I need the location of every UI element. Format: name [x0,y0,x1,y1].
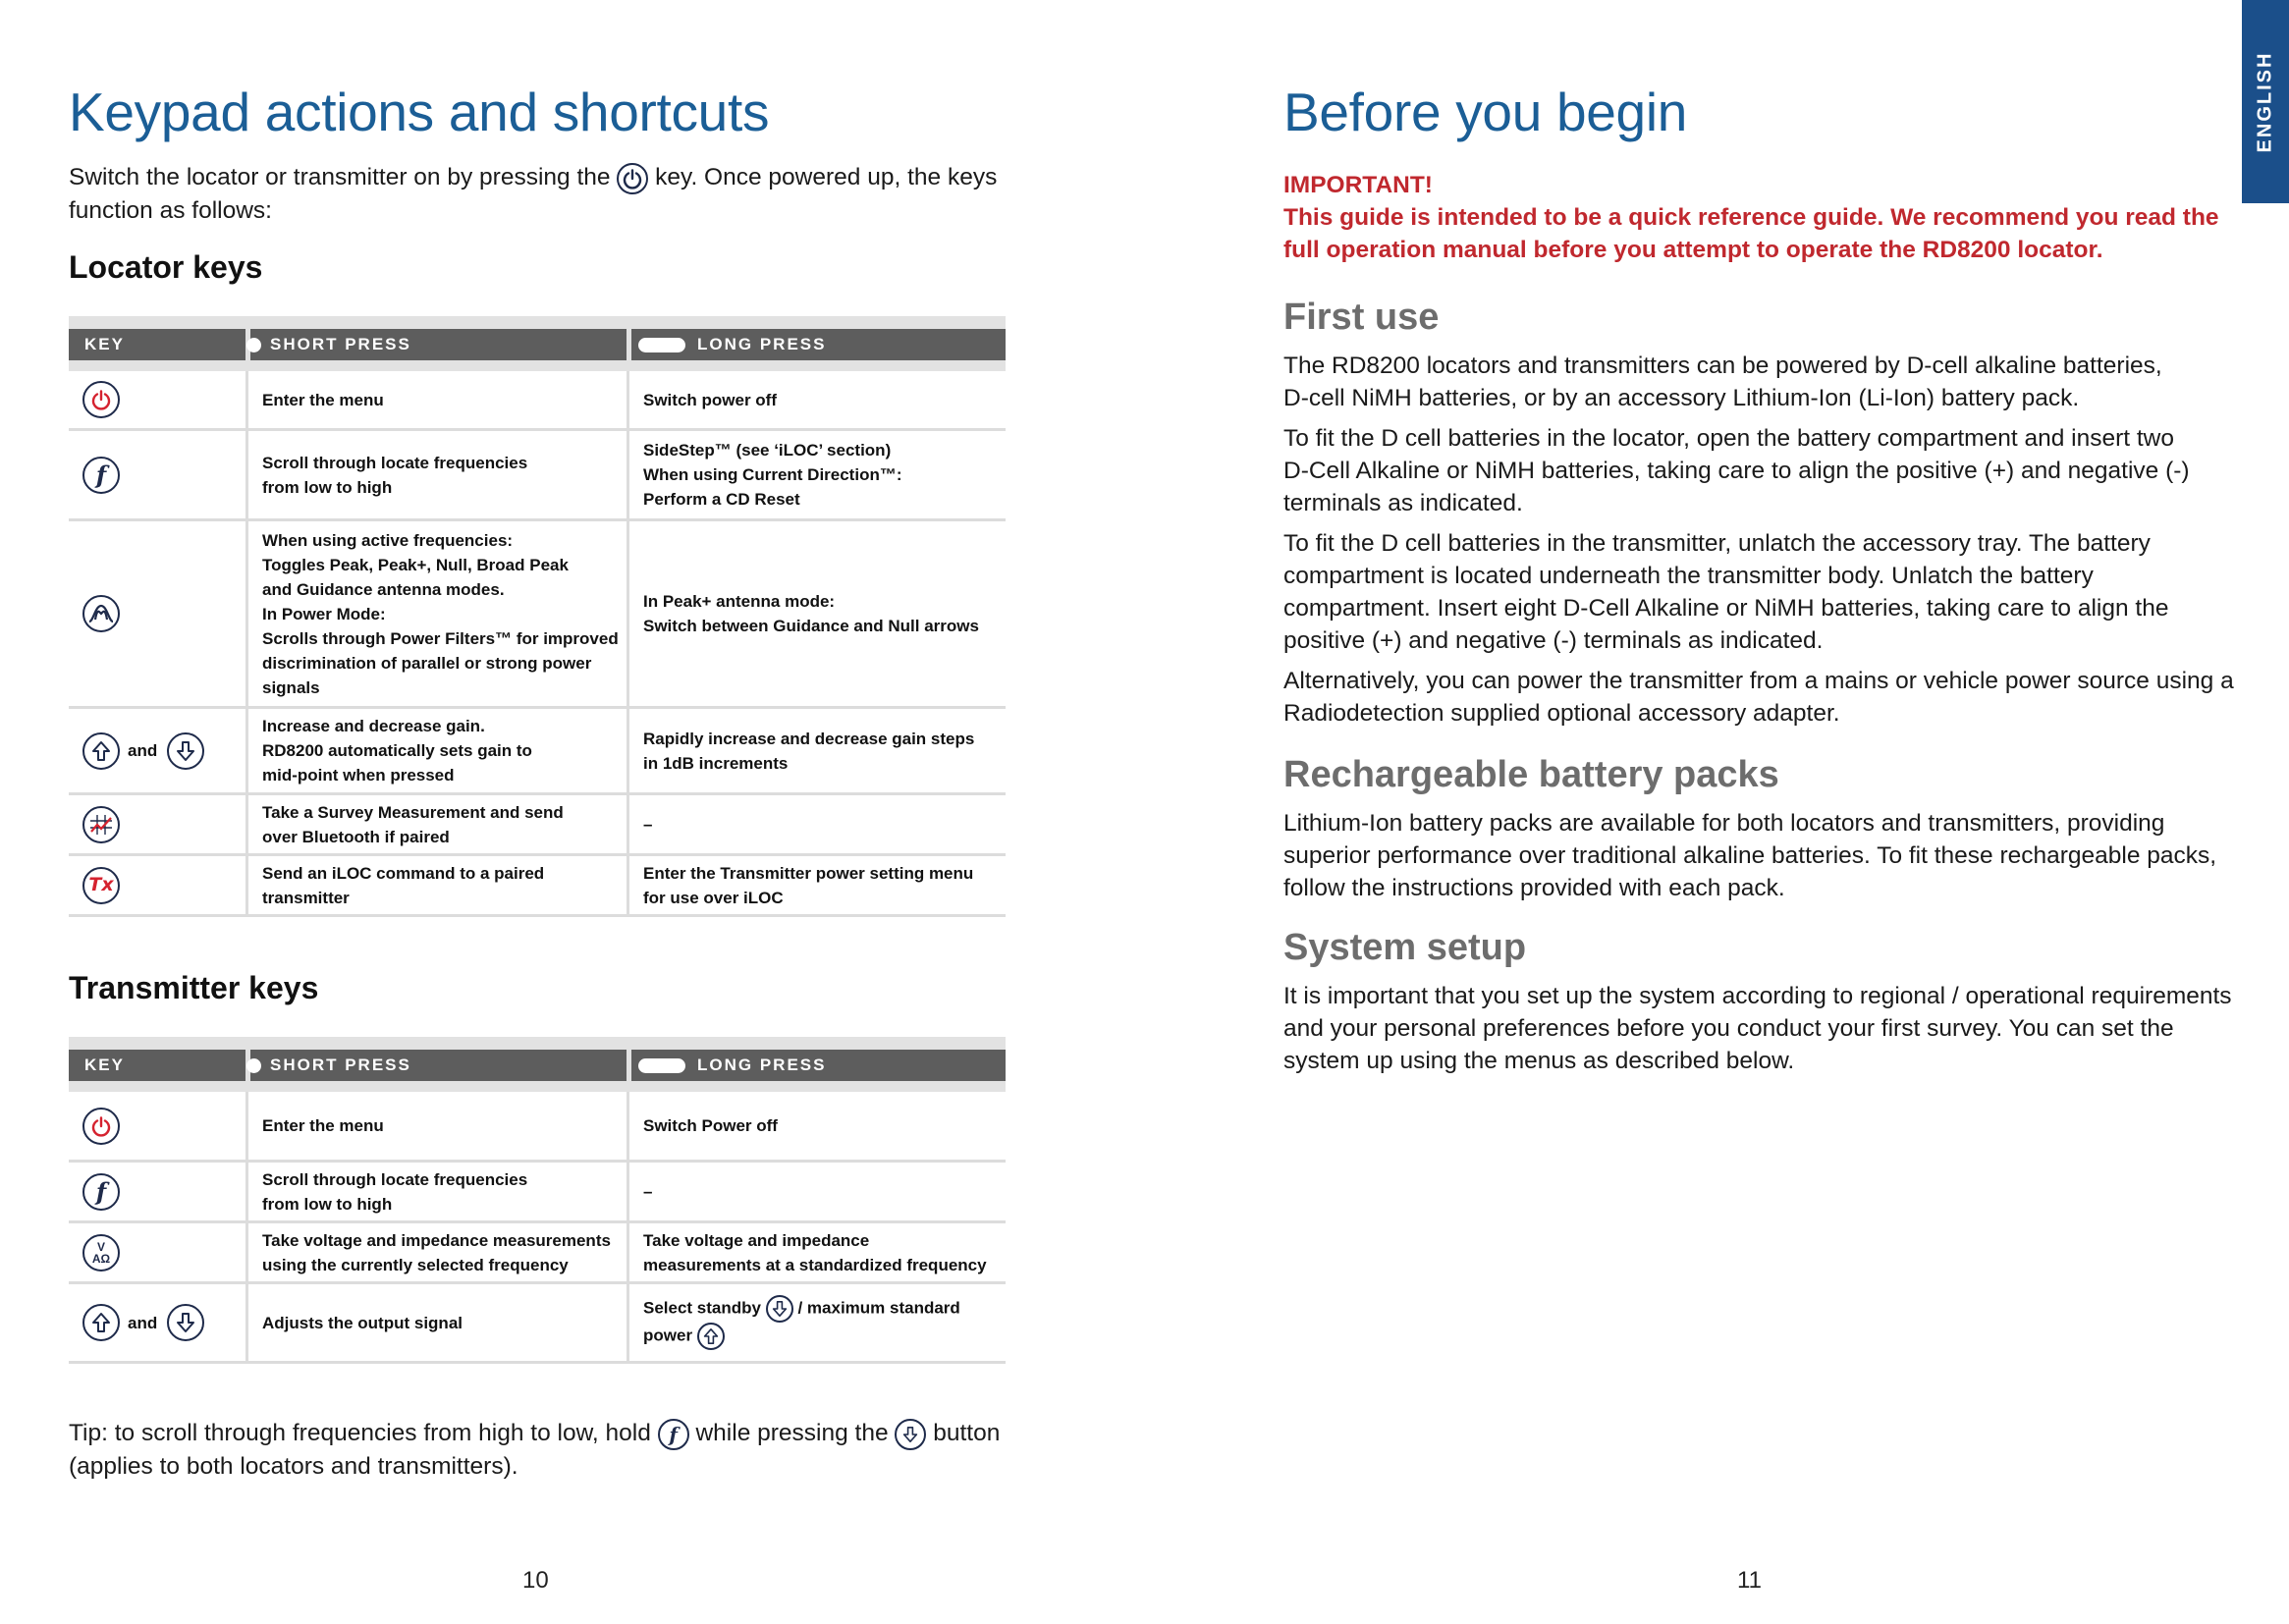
short-press-cell: Enter the menu [262,1116,384,1135]
table-header [69,316,1006,371]
important-notice: IMPORTANT! This guide is intended to be a quick reference guide. We recommend you read the full operation manual before you attempt to operate the RD8200 locator. [1283,172,2219,263]
down-arrow-icon [167,1304,204,1341]
paragraph: To fit the D cell batteries in the transmitter, unlatch the accessory tray. The battery compartment is located underneath the transmitter body. Unlatch the battery compartment. Insert eight D-Cell Alkaline or NiMH batteries, taking care to align the positive (+) and negative (-) terminals as indicated. [1283,530,2169,654]
system-setup-heading: System setup [1283,927,1527,968]
long-press-cell: – [643,1182,653,1201]
key-cell [82,1223,249,1281]
long-press-cell: SideStep™ (see ‘iLOC’ section) When using Current Direction™: Perform a CD Reset [643,441,902,509]
intro-text-end: key. Once powered up, the keys function as follows: [69,164,998,224]
key-cell [82,1163,249,1220]
header-short-press: SHORT PRESS [246,1050,411,1081]
antenna-mode-icon [82,595,120,632]
table-row [69,795,1006,856]
frequency-f-icon: f [82,457,120,494]
down-arrow-icon [167,732,204,770]
long-press-cell: – [643,815,653,834]
page-title: Before you begin [1283,81,1688,142]
key-cell [82,709,249,792]
header-short-press: SHORT PRESS [246,329,411,360]
key-cell [82,856,249,914]
page-title: Keypad actions and shortcuts [69,81,770,142]
frequency-f-icon: f [658,1419,689,1450]
page-number: 10 [522,1567,549,1594]
tx-icon: Tx [82,867,120,904]
long-press-cell: Take voltage and impedance measurements at a standardized frequency [643,1230,987,1274]
key-cell [82,1092,249,1160]
key-cell [82,795,249,853]
key-cell [82,371,249,428]
long-press-cell: Enter the Transmitter power setting menu for use over iLOC [643,863,974,907]
table-row [69,709,1006,795]
power-icon [617,163,648,194]
up-arrow-icon [697,1323,725,1350]
table-row [69,431,1006,521]
long-press-cell: In Peak+ antenna mode: Switch between Guidance and Null arrows [643,592,979,635]
short-press-cell: Take voltage and impedance measurements using the currently selected frequency [262,1230,611,1274]
intro-text [69,161,1011,227]
survey-measurement-icon [82,806,120,843]
and-label: and [128,741,158,760]
power-icon [82,381,120,418]
short-press-cell: Increase and decrease gain. RD8200 automatically sets gain to mid-point when pressed [262,717,532,785]
table-header [69,1037,1006,1092]
table-row [69,371,1006,431]
language-tab: ENGLISH [2242,0,2289,203]
short-press-cell: Take a Survey Measurement and send over Bluetooth if paired [262,802,564,846]
up-arrow-icon [82,732,120,770]
short-press-dot-icon [246,338,261,352]
paragraph: The RD8200 locators and transmitters can be powered by D-cell alkaline batteries, D-cell NiMH batteries, or by an accessory Lithium-Ion (Li-Ion) battery pack. [1283,352,2162,411]
transmitter-keys-table [69,1037,1006,1364]
rechargeable-body: Lithium-Ion battery packs are available for both locators and transmitters, providing superior performance over traditional alkaline batteries. To fit these rechargeable packs, follow the instructions provided with each pack. [1283,810,2217,901]
and-label: and [128,1313,158,1332]
header-key: KEY [84,335,125,353]
first-use-body [1283,350,2246,730]
table-row [69,1092,1006,1163]
key-cell [82,1284,249,1361]
down-arrow-icon [895,1419,926,1450]
short-press-cell: Send an iLOC command to a paired transmitter [262,863,545,907]
header-long-press: LONG PRESS [638,1050,826,1081]
paragraph: Alternatively, you can power the transmitter from a mains or vehicle power source using a Radiodetection supplied optional accessory adapter. [1283,668,2234,727]
long-press-pill-icon [638,338,685,352]
short-press-cell: When using active frequencies: Toggles Peak, Peak+, Null, Broad Peak and Guidance antenna modes. In Power Mode: Scrolls through Power Filters™ for improved discrimination of parallel or strong power signals [262,530,619,697]
frequency-f-icon: f [82,1173,120,1211]
voltage-impedance-icon: V AΩ [82,1234,120,1272]
paragraph: To fit the D cell batteries in the locator, open the battery compartment and insert two D-Cell Alkaline or NiMH batteries, taking care to align the positive (+) and negative (-) terminals as indicated. [1283,425,2190,516]
system-setup-body: It is important that you set up the system according to regional / operational requirements and your personal preferences before you conduct your first survey. You can set the system up using the menus as described below. [1283,983,2232,1074]
key-cell [82,521,249,706]
tip-text: Tip: to scroll through frequencies from high to low, hold f while pressing the button (applies to both locators and transmitters). [69,1420,1001,1480]
power-icon [82,1108,120,1145]
short-press-dot-icon [246,1058,261,1073]
table-row [69,1163,1006,1223]
page-number: 11 [1737,1567,1762,1594]
short-press-cell: Enter the menu [262,390,384,409]
long-press-cell: Select standby / maximum standard power [643,1284,1002,1361]
left-page [0,0,1144,1624]
header-long-press: LONG PRESS [638,329,826,360]
long-press-cell: Switch Power off [643,1116,778,1135]
transmitter-keys-heading: Transmitter keys [69,970,319,1005]
right-page [1144,0,2289,1624]
table-row [69,1284,1006,1364]
short-press-cell: Scroll through locate frequencies from low to high [262,1169,528,1214]
rechargeable-heading: Rechargeable battery packs [1283,754,1779,795]
locator-keys-heading: Locator keys [69,249,263,285]
first-use-heading: First use [1283,297,1440,338]
short-press-cell: Adjusts the output signal [262,1313,463,1332]
long-press-cell: Rapidly increase and decrease gain steps in 1dB increments [643,729,975,773]
locator-keys-table [69,316,1006,917]
long-press-cell: Switch power off [643,390,777,409]
table-row [69,1223,1006,1284]
header-key: KEY [84,1056,125,1074]
up-arrow-icon [82,1304,120,1341]
table-row [69,521,1006,709]
intro-text-start: Switch the locator or transmitter on by pressing the [69,164,611,190]
table-row [69,856,1006,917]
short-press-cell: Scroll through locate frequencies from low to high [262,453,528,497]
key-cell [82,431,249,518]
long-press-pill-icon [638,1058,685,1073]
down-arrow-icon [766,1295,793,1323]
